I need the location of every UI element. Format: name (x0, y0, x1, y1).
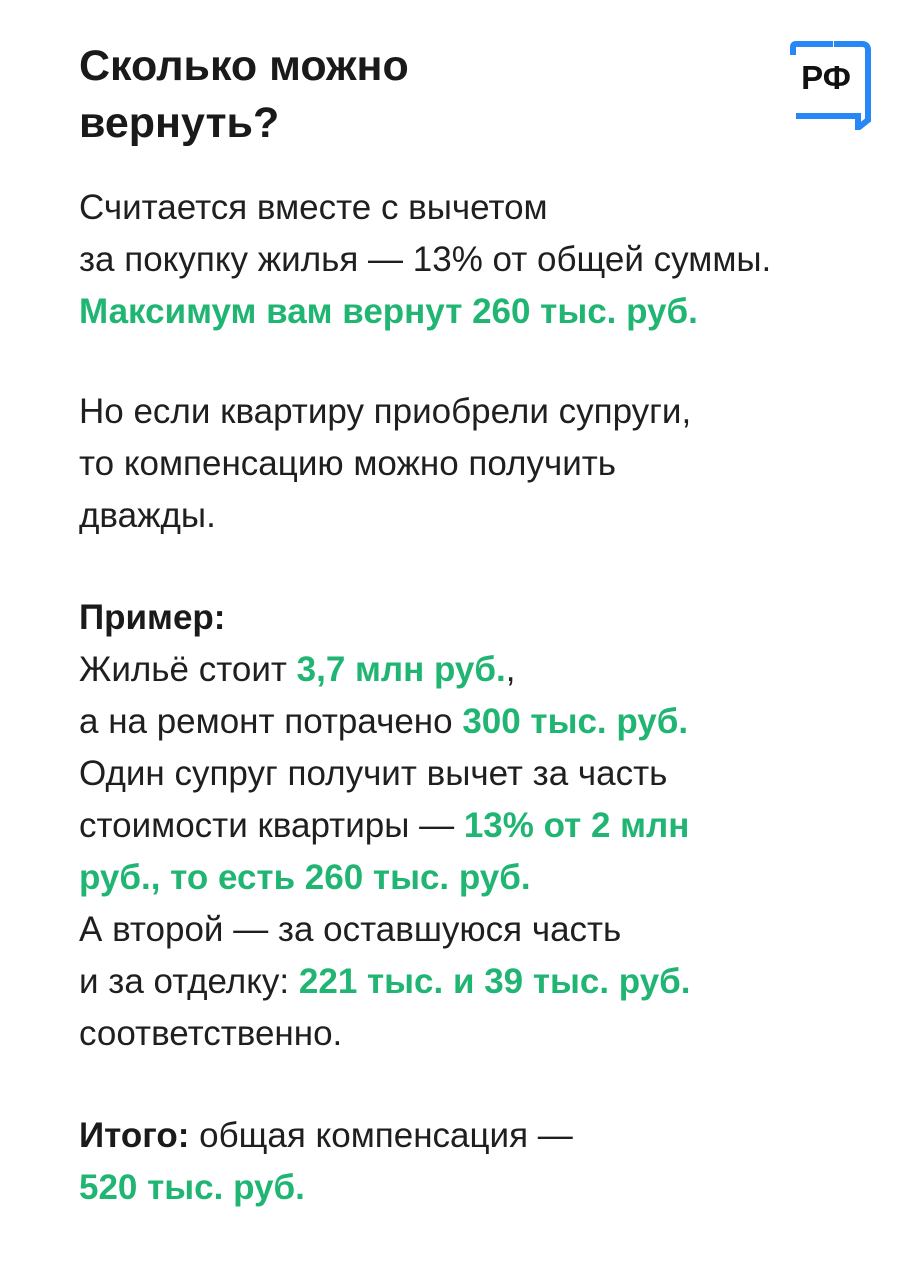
example-l7-value: 221 тыс. и 39 тыс. руб. (298, 962, 691, 1001)
example-paragraph (79, 592, 879, 1060)
example-l2-value: 300 тыс. руб. (462, 702, 689, 741)
example-l1-text: Жильё стоит (79, 650, 297, 689)
example-heading: Пример: (79, 598, 226, 637)
example-l2-text: а на ремонт потрачено (79, 702, 463, 741)
total-paragraph (79, 1110, 879, 1214)
example-l4-text: стоимости квартиры — (79, 806, 464, 845)
intro-line-2: за покупку жилья — 13% от общей суммы. (79, 240, 772, 279)
example-line-5: руб., то есть 260 тыс. руб. (79, 858, 531, 897)
example-line-7 (79, 962, 691, 1001)
intro-line-1: Считается вместе с вычетом (79, 188, 548, 227)
example-l1-value: 3,7 млн руб. (296, 650, 506, 689)
example-line-6: А второй — за оставшуюся часть (79, 910, 622, 949)
intro-paragraph (79, 182, 879, 338)
spouses-line-2: то компенсацию можно получить (79, 444, 617, 483)
spouses-line-1: Но если квартиру приобрели супруги, (79, 392, 692, 431)
example-line-1 (79, 650, 515, 689)
logo-text: РФ (801, 59, 851, 96)
spouses-paragraph (79, 386, 879, 542)
example-l4-value: 13% от 2 млн (463, 806, 690, 845)
spouses-line-3: дважды. (79, 496, 216, 535)
title-line-1: Сколько можно (79, 42, 409, 90)
example-line-4 (79, 806, 689, 845)
title-line-2: вернуть? (79, 99, 280, 147)
example-line-8: соответственно. (79, 1014, 343, 1053)
page-title (79, 38, 719, 152)
total-value: 520 тыс. руб. (79, 1168, 305, 1207)
rf-logo (790, 40, 874, 130)
example-line-2 (79, 702, 688, 741)
total-text: общая компенсация — (189, 1116, 573, 1155)
example-l7-text: и за отделку: (79, 962, 299, 1001)
total-label: Итого: (79, 1116, 190, 1155)
max-refund-highlight: Максимум вам вернут 260 тыс. руб. (79, 292, 698, 331)
example-l1-tail: , (505, 650, 516, 689)
example-line-3: Один супруг получит вычет за часть (79, 754, 668, 793)
